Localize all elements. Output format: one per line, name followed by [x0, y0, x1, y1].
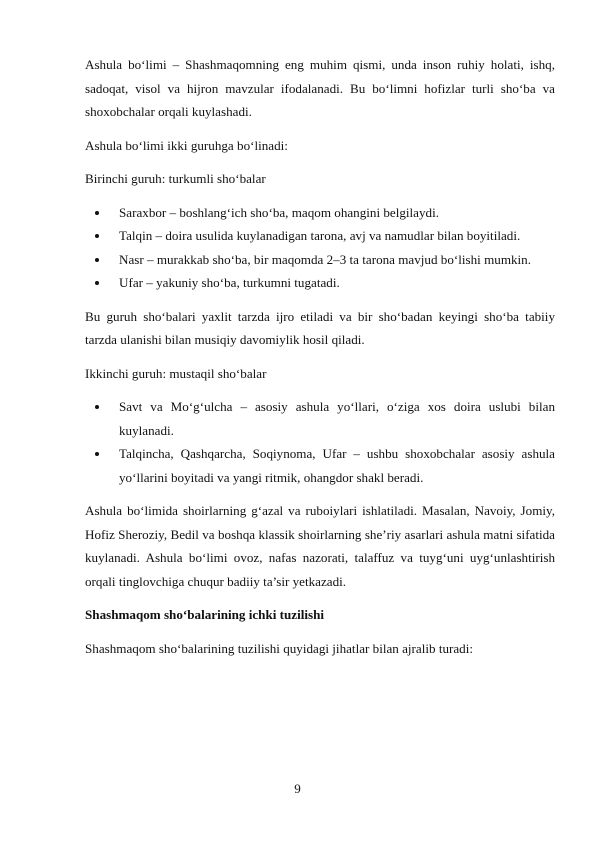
list-item	[85, 395, 555, 442]
section-heading: Shashmaqom sho‘balarining ichki tuzilishi	[85, 607, 325, 622]
paragraph-second-group: Ikkinchi guruh: mustaqil sho‘balar	[85, 365, 267, 381]
bullet-icon	[95, 281, 99, 285]
list-item-text: Saraxbor – boshlang‘ich sho‘ba, maqom ohangini belgilaydi.	[119, 204, 440, 220]
list-item-text: Savt va Mo‘g‘ulcha – asosiy ashula yo‘llari, o‘ziga xos doira uslubi bilan kuylanadi.	[119, 399, 555, 438]
paragraph-intro: Ashula bo‘limi – Shashmaqomning eng muhim qismi, unda inson ruhiy holati, ishq, sadoqat, visol va hijron mavzular ifodalanadi. Bu bo‘limni hofizlar turli sho‘ba va shoxobchalar orqali kuylashadi.	[85, 57, 555, 119]
bullet-icon	[95, 452, 99, 456]
paragraph-first-group: Birinchi guruh: turkumli sho‘balar	[85, 171, 266, 186]
first-group-list	[85, 201, 555, 295]
list-item-text: Talqin – doira usulida kuylanadigan tarona, avj va namudlar bilan boyitiladi.	[119, 228, 521, 243]
second-group-list	[85, 395, 555, 489]
bullet-icon	[95, 258, 99, 262]
paragraph-first-group-desc: Bu guruh sho‘balari yaxlit tarzda ijro etiladi va bir sho‘badan keyingi sho‘ba tabiiy tarzda ulanishi bilan musiqiy davomiylik hosil qiladi.	[85, 308, 555, 347]
list-item-text: Ufar – yakuniy sho‘ba, turkumni tugatadi.	[119, 275, 340, 290]
page-number: 9	[294, 781, 301, 796]
paragraph-poets: Ashula bo‘limida shoirlarning g‘azal va ruboiylari ishlatiladi. Masalan, Navoiy, Jomiy, Hofiz Sheroziy, Bedil va boshqa klassik shoirlarning she’riy asarlari ashula matni sifatida kuylanadi. Ashula bo‘limi ovoz, nafas nazorati, talaffuz va tuyg‘uni uyg‘unlashtirish orqali tinglovchiga chuqur badiiy ta’sir yetkazadi.	[85, 503, 555, 589]
list-item	[85, 224, 555, 248]
list-item	[85, 201, 555, 225]
list-item	[85, 271, 555, 295]
list-item-text: Talqincha, Qashqarcha, Soqiynoma, Ufar – ushbu shoxobchalar asosiy ashula yo‘llarini boyitadi va yangi ritmik, ohangdor shakl beradi.	[119, 446, 555, 485]
paragraph-groups-intro: Ashula bo‘limi ikki guruhga bo‘linadi:	[85, 137, 288, 153]
list-item-text: Nasr – murakkab sho‘ba, bir maqomda 2–3 ta tarona mavjud bo‘lishi mumkin.	[119, 251, 532, 267]
page-content	[85, 53, 555, 670]
paragraph-structure: Shashmaqom sho‘balarining tuzilishi quyidagi jihatlar bilan ajralib turadi:	[85, 640, 474, 656]
list-item	[85, 248, 555, 272]
list-item	[85, 442, 555, 489]
bullet-icon	[95, 234, 99, 238]
bullet-icon	[95, 211, 99, 215]
bullet-icon	[95, 405, 99, 409]
